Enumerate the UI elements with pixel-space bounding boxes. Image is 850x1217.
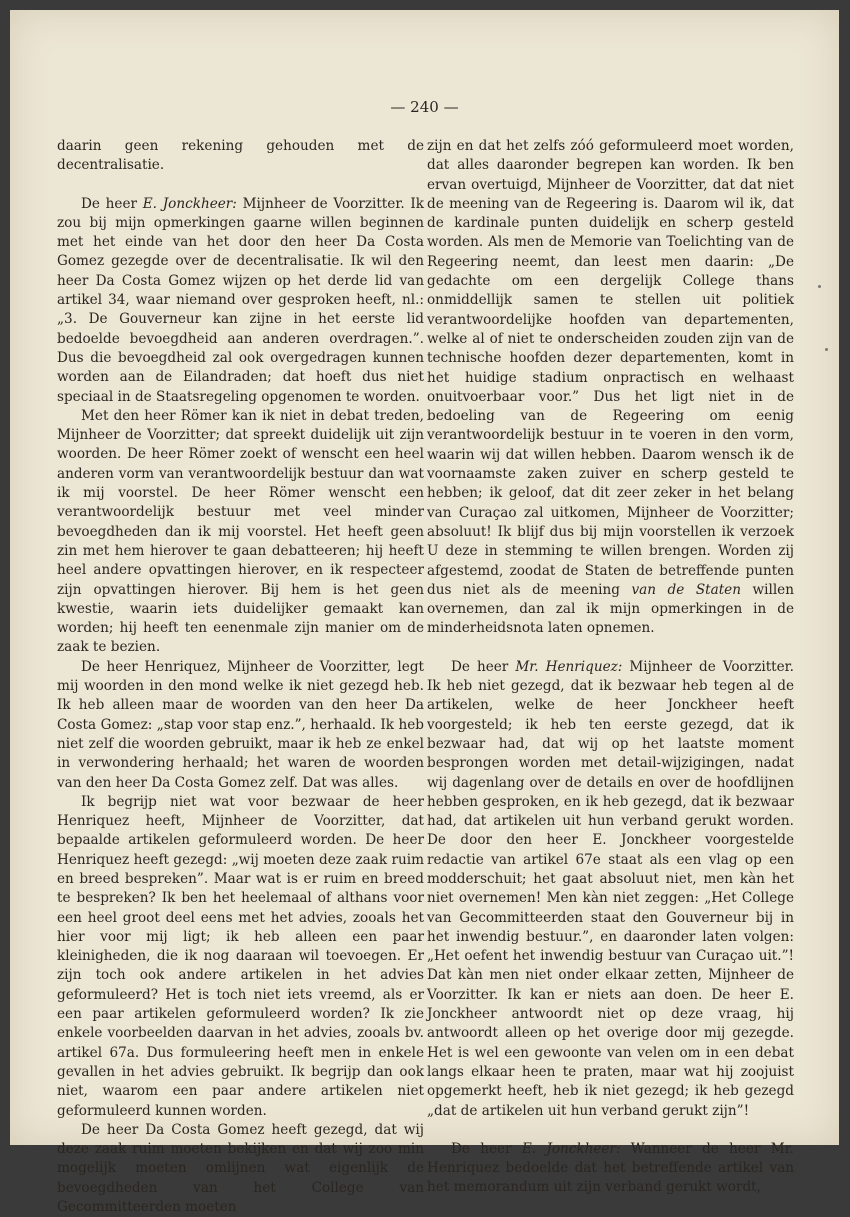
speck-mark bbox=[818, 285, 821, 288]
text-run: zijn en dat het zelfs zóó geformuleerd moet worden, dat alles daaronder begrepen kan worden. Ik ben ervan overtuigd, Mijnheer de Voorzitter, dat dat niet de meening van de Regeering is. Daarom wil ik, dat de kardinale punten duidelijk en scherp gesteld worden. Als men de Memorie van Toelichting van de Regeering neemt, dan leest men daarin: „De gedachte om een dergelijk College thans onmiddellijk samen te stellen uit politiek verantwoordelijke hoofden van departementen, welke al of niet te onderscheiden zouden zijn van de technische hoofden dezer departementen, komt in het huidige stadium onpractisch en welhaast onuitvoerbaar voor.” Dus het ligt niet in de bedoeling van de Regeering om eenig verantwoordelijk bestuur in te voeren in den vorm, waarin wij dat willen hebben. Daarom wensch ik de voornaamste zaken zuiver en scherp gesteld te hebben; ik geloof, dat dit zeer zeker in het belang van Curaçao zal uitkomen, Mijnheer de Voorzitter; absoluut! Ik blijf dus bij mijn voorstellen ik verzoek U deze in stemming te willen brengen. Worden zij afgestemd, zoodat de Staten de betreffende punten dus niet als de meening bbox=[427, 138, 794, 598]
paragraph bbox=[427, 658, 794, 1121]
text-run: De heer bbox=[81, 195, 143, 212]
left-column bbox=[57, 137, 424, 1217]
speaker-name: E. Jonckheer: bbox=[521, 1140, 621, 1157]
paragraph bbox=[57, 1121, 424, 1217]
text-run: Met den heer Römer kan ik niet in debat treden, Mijnheer de Voorzitter; dat spreekt duidelijk uit zijn woorden. De heer Römer zoekt of wenscht een heel anderen vorm van verantwoordelijk bestuur dan wat ik mij voorstel. De heer Römer wenscht een verantwoordelijk bestuur met veel minder bevoegdheden dan ik mij voorstel. Het heeft geen zin met hem hierover te gaan debatteeren; hij heeft heel andere opvattingen hierover, en ik respecteer zijn opvattingen hierover. Bij hem is het geen kwestie, waarin iets duidelijker gemaakt kan worden; hij heeft ten eenenmale zijn manier om de zaak te bezien. bbox=[57, 407, 424, 656]
text-run: daarin geen rekening gehouden met de decentralisatie. bbox=[57, 138, 424, 174]
text-run: De heer Da Costa Gomez heeft gezegd, dat wij deze zaak ruim moeten bekijken en dat wij zoo min mogelijk moeten omlijnen wat eigenlijk de bevoegdheden van het College van Gecommitteerden moeten bbox=[57, 1121, 424, 1216]
text-run: De heer bbox=[451, 658, 516, 675]
paragraph bbox=[57, 407, 424, 658]
text-run: Ik begrijp niet wat voor bezwaar de heer Henriquez heeft, Mijnheer de Voorzitter, dat bepaalde artikelen geformuleerd worden. De heer Henriquez heeft gezegd: „wij moeten deze zaak ruim en breed bespreken”. Maar wat is er ruim en breed te bespreken? Ik ben het heelemaal of althans voor een heel groot deel eens met het advies, zooals het hier voor mij ligt; ik heb alleen een paar kleinigheden, die ik nog daaraan wil toevoegen. Er zijn toch ook andere artikelen in het advies geformuleerd? Het is toch niet iets vreemd, als er een paar artikelen geformuleerd worden? Ik zie enkele voorbeelden daarvan in het advies, zooals bv. artikel 67a. Dus formuleering heeft men in enkele gevallen in het advies gebruikt. Ik begrijp dan ook niet, waarom een paar andere artikelen niet geformuleerd kunnen worden. bbox=[57, 793, 424, 1119]
speck-mark bbox=[825, 348, 828, 351]
document-page bbox=[10, 10, 839, 1216]
speaker-name: Mr. Henriquez: bbox=[515, 658, 623, 675]
paragraph bbox=[427, 1140, 794, 1198]
text-run: Mijnheer de Voorzitter. Ik zou bij mijn opmerkingen gaarne willen beginnen met het einde van het door den heer Da Costa Gomez gezegde over de decentralisatie. Ik wil den heer Da Costa Gomez wijzen op het derde lid van artikel 34, waar niemand over gesproken heeft, nl.: „3. De Gouverneur kan zijne in het eerste lid bedoelde bevoegdheid aan anderen overdragen.”. Dus die bevoegdheid zal ook overgedragen kunnen worden aan de Eilandraden; dat hoeft dus niet speciaal in de Staatsregeling opgenomen te worden. bbox=[57, 195, 424, 405]
text-run: Wanneer de heer Mr. Henriquez bedoelde dat het betreffende artikel van het memorandum uit zijn verband gerukt wordt, bbox=[427, 1140, 794, 1196]
speaker-name: E. Jonckheer: bbox=[142, 195, 237, 212]
paragraph bbox=[427, 137, 794, 639]
paragraph bbox=[57, 793, 424, 1121]
paragraph bbox=[57, 658, 424, 793]
paragraph bbox=[57, 195, 424, 407]
text-run: willen overnemen, dan zal ik mijn opmerkingen in de minderheidsnota laten opnemen. bbox=[427, 581, 794, 637]
text-run: Mijnheer de Voorzitter. Ik heb niet gezegd, dat ik bezwaar heb tegen al de artikelen, welke de heer Jonckheer heeft voorgesteld; ik heb ten eerste gezegd, dat ik bezwaar had, dat wij op het laatste moment besprongen worden met detail-wijzigingen, nadat wij dagenlang over de details en over de hoofdlijnen hebben gesproken, en ik heb gezegd, dat ik bezwaar had, dat artikelen uit hun verband gerukt worden. De door den heer E. Jonckheer voorgestelde redactie van artikel 67e staat als een vlag op een modderschuit; het gaat absoluut niet, men kàn het niet overnemen! Men kàn niet zeggen: „Het College van Gecommitteerden staat den Gouverneur bij in het inwendig bestuur.”, en daaronder laten volgen: „Het oefent het inwendig bestuur van Curaçao uit.”! Dat kàn men niet onder elkaar zetten, Mijnheer de Voorzitter. Ik kan er niets aan doen. De heer E. Jonckheer antwoordt niet op deze vraag, hij antwoordt alleen op het overige door mij gezegde. Het is wel een gewoonte van velen om in een debat langs elkaar heen te praten, maar wat hij zoojuist opgemerkt heeft, heb ik niet gezegd; ik heb gezegd „dat de artikelen uit hun verband gerukt zijn”! bbox=[427, 658, 794, 1119]
paragraph bbox=[57, 137, 424, 176]
page-number: — 240 — bbox=[390, 98, 459, 116]
text-run: De heer bbox=[451, 1140, 522, 1157]
text-run: De heer Henriquez, Mijnheer de Voorzitter, legt mij woorden in den mond welke ik niet gezegd heb. Ik heb alleen maar de woorden van den heer Da Costa Gomez: „stap voor stap enz.”, herhaald. Ik heb niet zelf die woorden gebruikt, maar ik heb ze enkel in verwondering herhaald; het waren de woorden van den heer Da Costa Gomez zelf. Dat was alles. bbox=[57, 658, 424, 791]
right-column bbox=[427, 137, 794, 1198]
speaker-name: van de Staten bbox=[631, 581, 741, 598]
